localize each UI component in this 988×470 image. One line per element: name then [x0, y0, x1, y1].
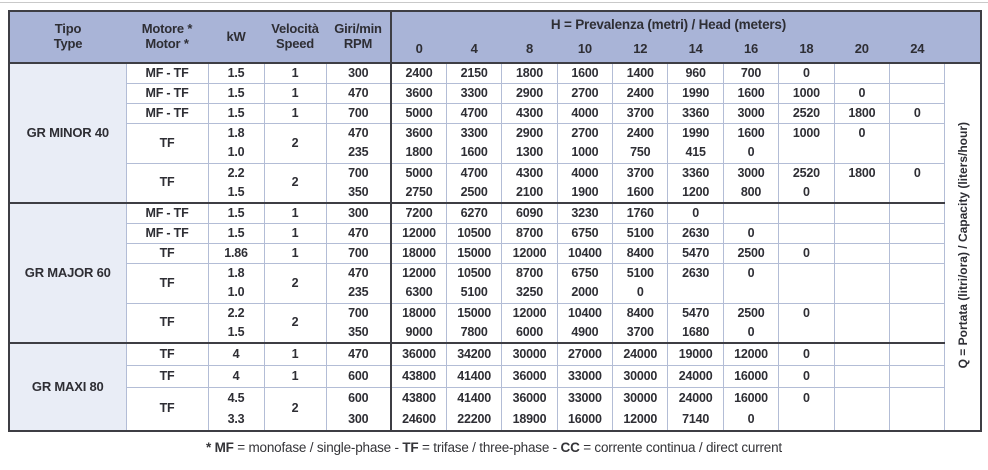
footnote-abbrev: * MF [206, 440, 234, 455]
capacity-cell: 12000 [613, 409, 668, 431]
capacity-cell: 10500 [446, 263, 501, 283]
motor-cell: TF [126, 163, 208, 203]
capacity-cell: 1000 [557, 143, 612, 163]
capacity-cell [890, 243, 945, 263]
capacity-cell: 8700 [502, 263, 557, 283]
capacity-cell: 3000 [723, 103, 778, 123]
capacity-cell: 0 [723, 323, 778, 343]
col-header-motore-en: Motor * [145, 36, 189, 51]
col-header-head [391, 11, 945, 37]
capacity-cell: 0 [779, 183, 834, 203]
capacity-cell: 43800 [391, 365, 446, 387]
motor-cell: TF [126, 343, 208, 365]
capacity-cell: 24000 [613, 343, 668, 365]
speed-cell: 2 [264, 163, 326, 203]
capacity-cell: 1600 [723, 123, 778, 143]
kw-cell: 1.5 [208, 183, 264, 203]
rpm-cell: 350 [326, 323, 391, 343]
col-header-tipo-it: Tipo [54, 21, 82, 37]
capacity-cell: 30000 [502, 343, 557, 365]
capacity-cell: 9000 [391, 323, 446, 343]
capacity-cell [723, 283, 778, 303]
capacity-cell: 2400 [613, 83, 668, 103]
rpm-cell: 470 [326, 83, 391, 103]
capacity-cell [834, 365, 889, 387]
motor-cell: MF - TF [126, 63, 208, 83]
speed-cell: 2 [264, 263, 326, 303]
kw-cell: 1.5 [208, 103, 264, 123]
capacity-cell: 2520 [779, 103, 834, 123]
capacity-cell: 30000 [613, 365, 668, 387]
capacity-cell: 4000 [557, 103, 612, 123]
capacity-cell: 3300 [446, 123, 501, 143]
speed-cell: 1 [264, 83, 326, 103]
capacity-cell [890, 387, 945, 409]
capacity-cell: 16000 [723, 365, 778, 387]
kw-cell: 4 [208, 343, 264, 365]
capacity-cell: 1600 [723, 83, 778, 103]
table-row [9, 263, 981, 283]
capacity-cell: 18000 [391, 303, 446, 323]
capacity-cell: 0 [890, 163, 945, 183]
capacity-cell: 18000 [391, 243, 446, 263]
motor-cell: TF [126, 303, 208, 343]
head-col-18: 18 [779, 37, 834, 63]
capacity-cell [890, 343, 945, 365]
col-header-capacity-spacer [945, 11, 981, 63]
motor-cell: TF [126, 365, 208, 387]
kw-cell: 1.5 [208, 203, 264, 223]
speed-cell: 2 [264, 123, 326, 163]
capacity-cell: 1800 [834, 163, 889, 183]
capacity-cell: 960 [668, 63, 723, 83]
capacity-cell [779, 223, 834, 243]
capacity-cell: 0 [723, 223, 778, 243]
capacity-cell [779, 323, 834, 343]
col-header-giri-it: Giri/min [334, 21, 382, 37]
capacity-cell: 4900 [557, 323, 612, 343]
kw-cell: 2.2 [208, 163, 264, 183]
capacity-cell: 0 [668, 203, 723, 223]
capacity-cell: 4700 [446, 163, 501, 183]
speed-cell: 1 [264, 203, 326, 223]
section-name: GR MINOR 40 [9, 63, 126, 203]
capacity-cell: 3360 [668, 103, 723, 123]
capacity-cell [834, 63, 889, 83]
capacity-cell [890, 223, 945, 243]
head-col-10: 10 [557, 37, 612, 63]
rpm-cell: 700 [326, 103, 391, 123]
kw-cell: 1.0 [208, 143, 264, 163]
capacity-cell: 3000 [723, 163, 778, 183]
capacity-cell: 415 [668, 143, 723, 163]
capacity-cell: 18900 [502, 409, 557, 431]
rpm-cell: 700 [326, 303, 391, 323]
capacity-cell: 1900 [557, 183, 612, 203]
capacity-cell: 16000 [723, 387, 778, 409]
capacity-cell: 2500 [446, 183, 501, 203]
speed-cell: 1 [264, 365, 326, 387]
capacity-cell [779, 203, 834, 223]
capacity-cell: 6750 [557, 223, 612, 243]
table-header [9, 11, 981, 63]
capacity-cell: 0 [834, 123, 889, 143]
capacity-cell: 0 [779, 63, 834, 83]
capacity-cell: 2900 [502, 83, 557, 103]
rpm-cell: 700 [326, 243, 391, 263]
capacity-axis-label: Q = Portata (litri/ora) / Capacity (liters/hour) [955, 121, 970, 369]
rpm-cell: 300 [326, 63, 391, 83]
capacity-cell: 1300 [502, 143, 557, 163]
footnote-text: = corrente continua / direct current [579, 440, 782, 455]
capacity-cell: 15000 [446, 243, 501, 263]
capacity-cell: 6750 [557, 263, 612, 283]
capacity-cell: 800 [723, 183, 778, 203]
capacity-cell: 33000 [557, 387, 612, 409]
capacity-cell [834, 303, 889, 323]
capacity-cell: 0 [779, 303, 834, 323]
capacity-cell: 3250 [502, 283, 557, 303]
rpm-cell: 235 [326, 283, 391, 303]
capacity-cell: 36000 [502, 387, 557, 409]
col-header-motore [126, 11, 208, 63]
capacity-cell [834, 183, 889, 203]
capacity-cell: 0 [779, 387, 834, 409]
capacity-cell: 0 [890, 103, 945, 123]
head-col-14: 14 [668, 37, 723, 63]
capacity-cell: 8700 [502, 223, 557, 243]
col-header-motore-it: Motore * [141, 21, 193, 37]
head-col-12: 12 [613, 37, 668, 63]
capacity-cell: 2700 [557, 83, 612, 103]
kw-cell: 3.3 [208, 409, 264, 431]
capacity-cell: 2500 [723, 303, 778, 323]
speed-cell: 1 [264, 63, 326, 83]
capacity-cell [890, 323, 945, 343]
kw-cell: 2.2 [208, 303, 264, 323]
capacity-cell: 4300 [502, 103, 557, 123]
capacity-cell [834, 409, 889, 431]
capacity-cell: 0 [723, 409, 778, 431]
capacity-cell: 15000 [446, 303, 501, 323]
table-row [9, 83, 981, 103]
head-title-text: = Prevalenza (metri) / Head (meters) [560, 16, 787, 32]
rpm-cell: 350 [326, 183, 391, 203]
capacity-cell: 5100 [446, 283, 501, 303]
capacity-cell: 33000 [557, 365, 612, 387]
kw-cell: 4 [208, 365, 264, 387]
col-header-giri-en: RPM [343, 36, 373, 51]
table-row [9, 303, 981, 323]
head-symbol: H [550, 16, 561, 32]
kw-cell: 4.5 [208, 387, 264, 409]
rpm-cell: 470 [326, 343, 391, 365]
capacity-cell: 10400 [557, 303, 612, 323]
capacity-cell [779, 143, 834, 163]
capacity-cell: 7140 [668, 409, 723, 431]
capacity-cell: 0 [779, 343, 834, 365]
head-col-24: 24 [890, 37, 945, 63]
kw-cell: 1.5 [208, 83, 264, 103]
capacity-cell: 3600 [391, 123, 446, 143]
rpm-cell: 300 [326, 203, 391, 223]
capacity-cell [890, 123, 945, 143]
col-header-kw: kW [208, 11, 264, 63]
capacity-cell [834, 263, 889, 283]
col-header-tipo [9, 11, 126, 63]
kw-cell: 1.8 [208, 263, 264, 283]
capacity-cell [834, 243, 889, 263]
capacity-cell [890, 83, 945, 103]
table-row [9, 365, 981, 387]
capacity-cell: 3360 [668, 163, 723, 183]
capacity-cell [779, 263, 834, 283]
top-rule [0, 2, 988, 3]
capacity-cell: 0 [723, 143, 778, 163]
capacity-cell [890, 365, 945, 387]
capacity-cell [834, 323, 889, 343]
col-header-velocita-en: Speed [275, 36, 314, 51]
capacity-cell [890, 183, 945, 203]
capacity-cell: 36000 [391, 343, 446, 365]
col-header-velocita [264, 11, 326, 63]
capacity-cell: 1990 [668, 83, 723, 103]
table-row [9, 163, 981, 183]
side-label-cell [945, 63, 981, 431]
speed-cell: 2 [264, 387, 326, 431]
footnote-text: = monofase / single-phase - [233, 440, 403, 455]
motor-cell: MF - TF [126, 203, 208, 223]
capacity-cell: 0 [779, 243, 834, 263]
section-name: GR MAXI 80 [9, 343, 126, 431]
capacity-cell: 2400 [391, 63, 446, 83]
capacity-cell: 2500 [723, 243, 778, 263]
rpm-cell: 300 [326, 409, 391, 431]
kw-cell: 1.5 [208, 63, 264, 83]
capacity-cell: 5100 [613, 263, 668, 283]
capacity-cell: 12000 [723, 343, 778, 365]
kw-cell: 1.8 [208, 123, 264, 143]
speed-cell: 1 [264, 343, 326, 365]
table-row [9, 343, 981, 365]
capacity-cell: 700 [723, 63, 778, 83]
capacity-cell [779, 409, 834, 431]
head-col-0: 0 [391, 37, 446, 63]
capacity-cell: 5470 [668, 303, 723, 323]
table-body [9, 63, 981, 431]
capacity-cell: 36000 [502, 365, 557, 387]
capacity-cell: 30000 [613, 387, 668, 409]
capacity-cell: 4700 [446, 103, 501, 123]
capacity-cell: 5100 [613, 223, 668, 243]
capacity-cell: 1600 [557, 63, 612, 83]
capacity-cell: 3700 [613, 163, 668, 183]
capacity-cell: 41400 [446, 365, 501, 387]
capacity-cell: 1990 [668, 123, 723, 143]
capacity-cell: 10500 [446, 223, 501, 243]
capacity-cell: 24600 [391, 409, 446, 431]
capacity-cell: 1600 [613, 183, 668, 203]
capacity-cell: 6270 [446, 203, 501, 223]
kw-cell: 1.5 [208, 223, 264, 243]
rpm-cell: 600 [326, 387, 391, 409]
capacity-cell: 24000 [668, 365, 723, 387]
table-row [9, 103, 981, 123]
capacity-cell: 3700 [613, 323, 668, 343]
rpm-cell: 700 [326, 163, 391, 183]
capacity-cell: 3600 [391, 83, 446, 103]
capacity-cell: 5470 [668, 243, 723, 263]
capacity-cell [834, 283, 889, 303]
capacity-cell [834, 343, 889, 365]
capacity-cell: 34200 [446, 343, 501, 365]
capacity-cell [890, 63, 945, 83]
capacity-cell [890, 263, 945, 283]
capacity-cell [834, 203, 889, 223]
capacity-cell: 6000 [502, 323, 557, 343]
col-header-velocita-it: Velocità [271, 21, 319, 37]
section-name: GR MAJOR 60 [9, 203, 126, 343]
motor-cell: TF [126, 263, 208, 303]
capacity-cell: 8400 [613, 303, 668, 323]
table-row [9, 203, 981, 223]
col-header-tipo-en: Type [53, 36, 83, 51]
capacity-cell: 12000 [502, 303, 557, 323]
capacity-cell: 1000 [779, 123, 834, 143]
capacity-cell: 1800 [502, 63, 557, 83]
capacity-cell [890, 143, 945, 163]
capacity-cell: 22200 [446, 409, 501, 431]
capacity-cell: 2100 [502, 183, 557, 203]
kw-cell: 1.86 [208, 243, 264, 263]
capacity-cell: 2700 [557, 123, 612, 143]
capacity-cell: 1680 [668, 323, 723, 343]
kw-cell: 1.5 [208, 323, 264, 343]
capacity-cell: 2400 [613, 123, 668, 143]
motor-cell: MF - TF [126, 103, 208, 123]
capacity-cell: 5000 [391, 103, 446, 123]
capacity-cell: 12000 [391, 263, 446, 283]
motor-cell: MF - TF [126, 83, 208, 103]
capacity-cell: 6300 [391, 283, 446, 303]
capacity-cell: 2630 [668, 263, 723, 283]
rpm-cell: 470 [326, 223, 391, 243]
table-row [9, 387, 981, 409]
capacity-cell: 2900 [502, 123, 557, 143]
table-row [9, 63, 981, 83]
capacity-cell: 8400 [613, 243, 668, 263]
capacity-cell: 7800 [446, 323, 501, 343]
table-row [9, 223, 981, 243]
capacity-cell: 3700 [613, 103, 668, 123]
capacity-cell [890, 203, 945, 223]
capacity-cell: 2150 [446, 63, 501, 83]
capacity-cell: 12000 [502, 243, 557, 263]
capacity-cell: 4000 [557, 163, 612, 183]
footnote-abbrev: TF [402, 440, 419, 455]
capacity-cell: 1600 [446, 143, 501, 163]
head-col-4: 4 [446, 37, 501, 63]
head-col-20: 20 [834, 37, 889, 63]
capacity-cell: 10400 [557, 243, 612, 263]
capacity-cell: 7200 [391, 203, 446, 223]
capacity-cell: 1400 [613, 63, 668, 83]
capacity-cell: 19000 [668, 343, 723, 365]
capacity-cell: 4300 [502, 163, 557, 183]
motor-cell: TF [126, 243, 208, 263]
pump-capacity-table [8, 10, 982, 432]
capacity-cell [723, 203, 778, 223]
speed-cell: 2 [264, 303, 326, 343]
table-row [9, 123, 981, 143]
capacity-cell: 5000 [391, 163, 446, 183]
rpm-cell: 470 [326, 123, 391, 143]
header-row-top [9, 11, 981, 37]
head-col-16: 16 [723, 37, 778, 63]
capacity-cell: 1800 [834, 103, 889, 123]
capacity-cell: 2520 [779, 163, 834, 183]
capacity-cell: 0 [834, 83, 889, 103]
footnote-text: = trifase / three-phase - [418, 440, 561, 455]
capacity-cell: 2000 [557, 283, 612, 303]
capacity-cell: 1000 [779, 83, 834, 103]
capacity-cell: 16000 [557, 409, 612, 431]
capacity-cell [668, 283, 723, 303]
head-col-8: 8 [502, 37, 557, 63]
capacity-cell: 0 [779, 365, 834, 387]
capacity-cell: 12000 [391, 223, 446, 243]
capacity-cell: 0 [723, 263, 778, 283]
speed-cell: 1 [264, 243, 326, 263]
capacity-cell [834, 387, 889, 409]
capacity-cell [890, 409, 945, 431]
capacity-cell: 43800 [391, 387, 446, 409]
capacity-cell: 750 [613, 143, 668, 163]
capacity-cell: 6090 [502, 203, 557, 223]
capacity-cell [890, 303, 945, 323]
capacity-cell: 0 [613, 283, 668, 303]
footnote-abbrev: CC [560, 440, 580, 455]
col-header-giri [326, 11, 391, 63]
motor-cell: TF [126, 387, 208, 431]
capacity-cell: 1200 [668, 183, 723, 203]
table-row [9, 243, 981, 263]
capacity-cell [890, 283, 945, 303]
capacity-cell: 24000 [668, 387, 723, 409]
capacity-cell: 2630 [668, 223, 723, 243]
capacity-cell [779, 283, 834, 303]
footnote [8, 440, 980, 455]
motor-cell: MF - TF [126, 223, 208, 243]
kw-cell: 1.0 [208, 283, 264, 303]
rpm-cell: 470 [326, 263, 391, 283]
speed-cell: 1 [264, 103, 326, 123]
capacity-cell: 1800 [391, 143, 446, 163]
capacity-cell: 1760 [613, 203, 668, 223]
rpm-cell: 235 [326, 143, 391, 163]
capacity-cell: 2750 [391, 183, 446, 203]
motor-cell: TF [126, 123, 208, 163]
rpm-cell: 600 [326, 365, 391, 387]
capacity-cell [834, 143, 889, 163]
capacity-cell [834, 223, 889, 243]
capacity-cell: 27000 [557, 343, 612, 365]
capacity-cell: 3230 [557, 203, 612, 223]
speed-cell: 1 [264, 223, 326, 243]
capacity-cell: 41400 [446, 387, 501, 409]
capacity-cell: 3300 [446, 83, 501, 103]
